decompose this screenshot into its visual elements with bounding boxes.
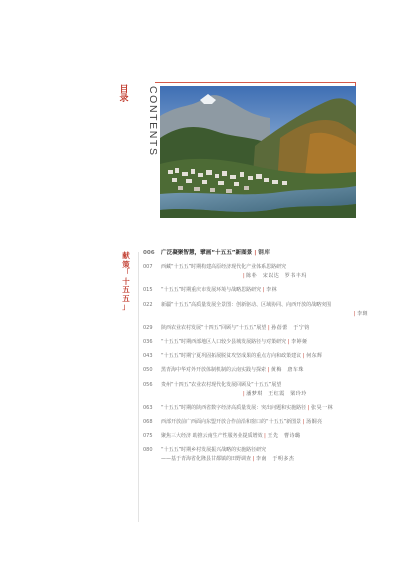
contents-title-cn	[119, 86, 129, 104]
toc-title: 贵州“十四五”农业农村现代化发展回顾及“十五五”展望	[161, 381, 282, 388]
toc-page-number: 080	[143, 447, 153, 454]
toc-entry[interactable]: 006 广泛凝聚智慧，擘画“十五五”新图景 | 钢库	[143, 250, 271, 256]
toc-page-number: 036	[143, 338, 153, 345]
toc-entry[interactable]: 056 贵州“十四五”农业农村现代化发展回顾及“十五五”展望 | 潘梦琪 王红霞 梁玲玲	[143, 381, 307, 397]
toc-page-number: 050	[143, 367, 153, 374]
toc-page-number: 075	[143, 433, 153, 440]
toc-page-number: 068	[143, 418, 153, 425]
toc-author: 张昊一林	[311, 404, 334, 411]
toc-author: 李斑	[356, 310, 368, 317]
toc-author: 陈朴 宋以达 罗书丰玛	[246, 273, 307, 280]
section-char: 十	[122, 276, 130, 286]
toc-subtitle: ——基于青海省化隆县甘都镇的田野调查	[161, 456, 252, 463]
toc-title: 广泛凝聚智慧，擘画“十五五”新图景	[161, 250, 253, 256]
title-char-2: 录	[119, 94, 129, 104]
toc-title: 西藏“十五五”时期构建高原经济现代化产业体系思路研究	[161, 264, 287, 271]
toc-title: 陕西农业农村发展“十四五”回顾与“十五五”展望	[161, 324, 267, 331]
toc-title: “十五五”时期西部地区人口较少县城发展路径与对策研究	[161, 338, 287, 345]
toc-entry[interactable]: 029 陕西农业农村发展“十四五”回顾与“十五五”展望 | 孙蓓蕾 于宁钧	[143, 324, 310, 331]
toc-title: 聚焦三大经济 助推云南生产性服务业提质增效	[161, 433, 263, 440]
section-divider	[138, 252, 139, 522]
toc-title: “十五五”时期重庆市发展环境与战略思路研究	[161, 287, 262, 294]
toc-title: 西部开放前广西面向东盟开放合作前沿和窗口的“十五五”新图景	[161, 418, 302, 425]
toc-title: “十五五”时期的陕西省数字经济高质量发展：突出问题和实施路径	[161, 404, 307, 411]
toc-title: “十五五”时期宁夏巩固拓展脱贫攻坚成果的重点方向和政策建议	[161, 353, 302, 360]
section-char: 五	[122, 293, 130, 303]
toc-page-number: 029	[143, 324, 153, 331]
section-label-vertical	[121, 252, 131, 312]
toc-entry[interactable]: 043 “十五五”时期宁夏巩固拓展脱贫攻坚成果的重点方向和政策建议 | 何东辉	[143, 353, 323, 360]
toc-author: 汤铜亮	[306, 418, 323, 425]
toc-page-number: 022	[143, 301, 153, 308]
toc-entry[interactable]: 063 “十五五”时期的陕西省数字经济高质量发展：突出问题和实施路径 | 张昊一林	[143, 404, 334, 411]
section-char: 五	[122, 285, 130, 294]
toc-author: 钢库	[258, 250, 271, 256]
toc-page-number: 006	[143, 250, 155, 256]
toc-entry[interactable]: 036 “十五五”时期西部地区人口较少县城发展路径与对策研究 | 李婷娅	[143, 338, 308, 345]
toc-page-number: 015	[143, 287, 153, 294]
toc-entry[interactable]: 068 西部开放前广西面向东盟开放合作前沿和窗口的“十五五”新图景 | 汤铜亮	[143, 418, 323, 425]
toc-author: 李南 于明多杰	[255, 456, 295, 463]
section-char: 策	[122, 259, 130, 269]
toc-entry[interactable]: 050 黑青海中华对外开放体制机制的云南实践与探索 | 黄梅 唐车珠	[143, 367, 304, 374]
toc-page-number: 043	[143, 353, 153, 360]
toc-title: 新疆“十五五”高质量发展全景图：创新驱动、区域协同、向西开放的战略突围	[161, 301, 332, 308]
toc-author: 李婷娅	[291, 338, 308, 345]
toc-title: “十五五”时期乡村发展振兴战略的实施路径研究	[161, 447, 267, 454]
toc-entry[interactable]: 007 西藏“十五五”时期构建高原经济现代化产业体系思路研究 | 陈朴 宋以达 罗书丰玛	[143, 264, 307, 280]
toc-page-number: 056	[143, 381, 153, 388]
toc-entry[interactable]: 075 聚焦三大经济 助推云南生产性服务业提质增效 | 王先 曹诗璐	[143, 433, 301, 440]
toc-title: 黑青海中华对外开放体制机制的云南实践与探索	[161, 367, 267, 374]
toc-page-number: 007	[143, 264, 153, 271]
contents-title-en: CONTENTS	[147, 86, 159, 157]
section-char: 献	[122, 251, 130, 260]
toc-author: 王先 曹诗璐	[267, 433, 301, 440]
toc-author: 潘梦琪 王红霞 梁玲玲	[246, 390, 307, 397]
header-rule	[155, 82, 356, 83]
section-char: 「	[122, 268, 130, 277]
toc-list	[143, 249, 368, 464]
toc-entry[interactable]: 022 新疆“十五五”高质量发展全景图：创新驱动、区域协同、向西开放的战略突围 | 李斑	[143, 301, 368, 317]
section-char: 」	[122, 302, 130, 311]
toc-author: 李林	[266, 287, 278, 294]
toc-page-number: 063	[143, 404, 153, 411]
photo-illustration	[160, 86, 356, 218]
toc-entry[interactable]: 080 “十五五”时期乡村发展振兴战略的实施路径研究 ——基于青海省化隆县甘都镇的田野调查 | 李南 于明多杰	[143, 447, 295, 463]
mountain-town-photo	[160, 86, 356, 218]
toc-entry[interactable]: 015 “十五五”时期重庆市发展环境与战略思路研究 | 李林	[143, 287, 278, 294]
toc-author: 孙蓓蕾 于宁钧	[271, 324, 310, 331]
toc-author: 何东辉	[306, 353, 323, 360]
title-char-1: 目	[119, 85, 129, 95]
toc-author: 黄梅 唐车珠	[270, 367, 304, 374]
